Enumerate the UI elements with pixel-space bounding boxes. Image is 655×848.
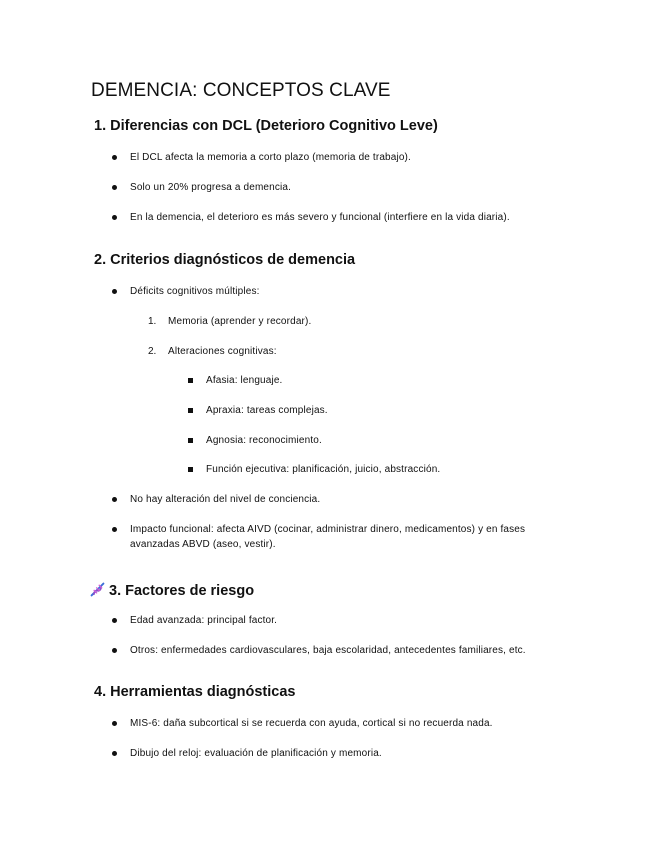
bullet-icon bbox=[112, 721, 117, 726]
list-item: Otros: enfermedades cardiovasculares, baja escolaridad, antecedentes familiares, etc. bbox=[130, 645, 526, 656]
list-number: 1. bbox=[148, 316, 157, 327]
bullet-icon bbox=[112, 185, 117, 190]
section-heading-text: 3. Factores de riesgo bbox=[109, 583, 255, 599]
list-item: MIS-6: daña subcortical si se recuerda con ayuda, cortical si no recuerda nada. bbox=[130, 718, 493, 729]
bullet-icon bbox=[112, 527, 117, 532]
list-item: Impacto funcional: afecta AIVD (cocinar, administrar dinero, medicamentos) y en fases avanzadas ABVD (aseo, vestir). bbox=[130, 524, 526, 550]
bullet-icon bbox=[112, 289, 117, 294]
list-number: 2. bbox=[148, 346, 157, 357]
document-title: DEMENCIA: CONCEPTOS CLAVE bbox=[91, 80, 391, 101]
list-item: Agnosia: reconocimiento. bbox=[206, 435, 322, 446]
list-item: Déficits cognitivos múltiples: bbox=[130, 286, 260, 297]
list-item: El DCL afecta la memoria a corto plazo (memoria de trabajo). bbox=[130, 152, 411, 163]
square-bullet-icon bbox=[188, 467, 193, 472]
bullet-icon bbox=[112, 648, 117, 653]
square-bullet-icon bbox=[188, 378, 193, 383]
list-item: En la demencia, el deterioro es más severo y funcional (interfiere en la vida diaria). bbox=[130, 212, 510, 223]
section-heading-diagnostic-tools: 4. Herramientas diagnósticas bbox=[94, 684, 296, 700]
list-item: Afasia: lenguaje. bbox=[206, 375, 283, 386]
bullet-icon bbox=[112, 215, 117, 220]
list-item: Dibujo del reloj: evaluación de planificación y memoria. bbox=[130, 748, 382, 759]
bullet-icon bbox=[112, 618, 117, 623]
dna-icon bbox=[89, 581, 106, 598]
list-item: Apraxia: tareas complejas. bbox=[206, 405, 328, 416]
bullet-icon bbox=[112, 155, 117, 160]
square-bullet-icon bbox=[188, 408, 193, 413]
list-item: Solo un 20% progresa a demencia. bbox=[130, 182, 292, 193]
list-item: Función ejecutiva: planificación, juicio, abstracción. bbox=[206, 464, 441, 475]
list-item: Memoria (aprender y recordar). bbox=[168, 316, 312, 327]
list-item: Alteraciones cognitivas: bbox=[168, 346, 277, 357]
section-heading-criteria: 2. Criterios diagnósticos de demencia bbox=[94, 252, 356, 268]
section-heading-differences: 1. Diferencias con DCL (Deterioro Cognitivo Leve) bbox=[94, 118, 438, 134]
list-item: Edad avanzada: principal factor. bbox=[130, 615, 278, 626]
list-item: No hay alteración del nivel de conciencia. bbox=[130, 494, 321, 505]
square-bullet-icon bbox=[188, 438, 193, 443]
bullet-icon bbox=[112, 751, 117, 756]
bullet-icon bbox=[112, 497, 117, 502]
section-heading-risk-factors bbox=[92, 581, 254, 599]
